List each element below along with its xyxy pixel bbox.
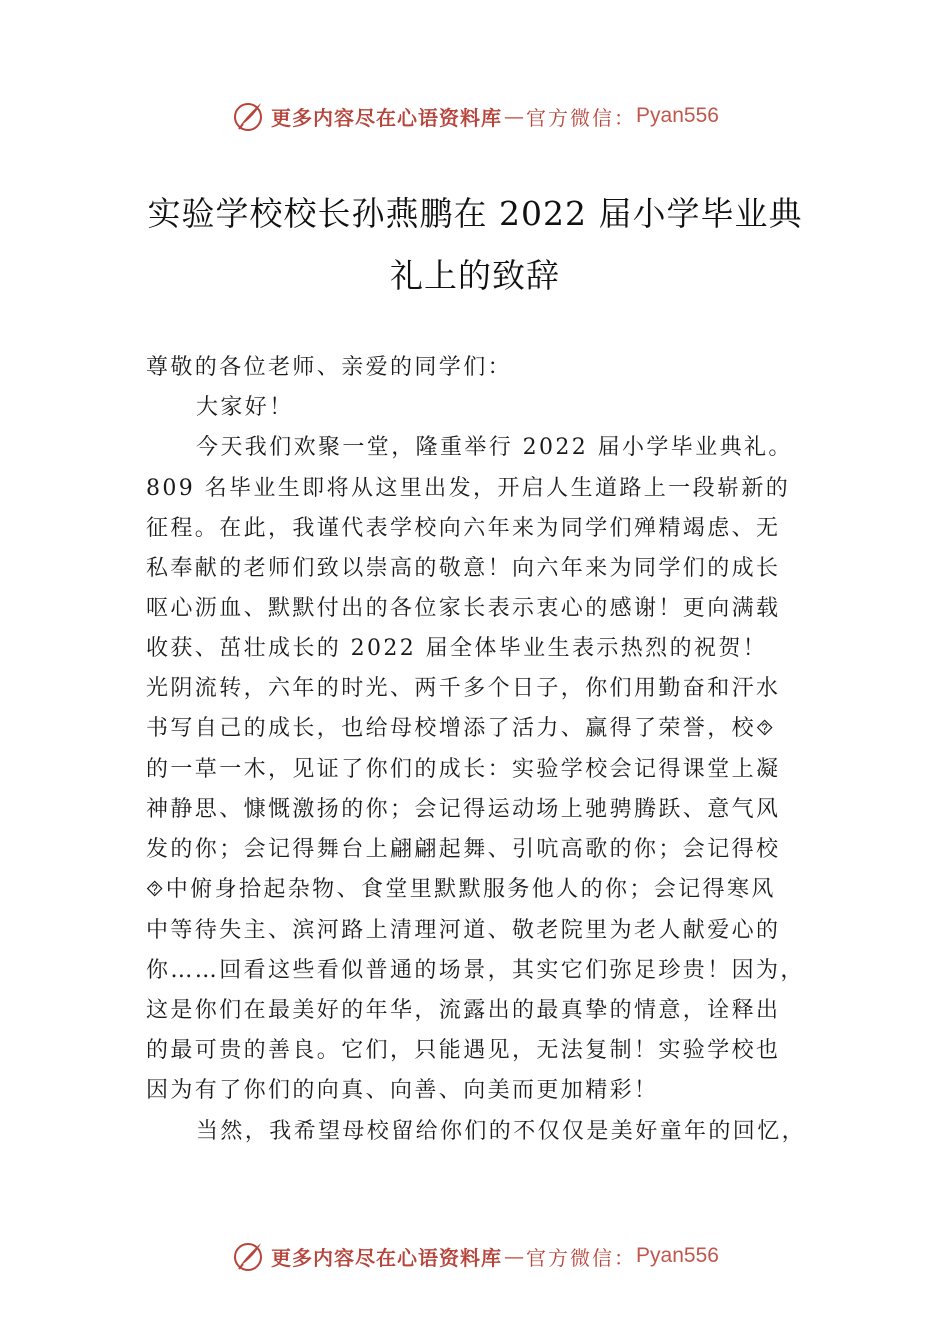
footer-wechat-label: 官方微信：	[526, 1245, 637, 1270]
banner-separator: —	[504, 104, 525, 128]
body-line: 中等待失主、滨河路上清理河道、敬老院里为老人献爱心的	[146, 918, 781, 943]
body-line: 你……回看这些看似普通的场景，其实它们弥足珍贵！因为，	[146, 958, 805, 983]
body-line: 书写自己的成长，也给母校增添了活力、赢得了荣誉，校⯑	[146, 716, 776, 741]
greeting: 大家好！	[196, 395, 294, 420]
body-line: ⯑中俯身拾起杂物、食堂里默默服务他人的你；会记得寒风	[146, 877, 776, 902]
quill-logo-icon	[231, 99, 265, 133]
banner-brand-text: 更多内容尽在心语资料库	[271, 105, 503, 130]
body-line: 当然，我希望母校留给你们的不仅仅是美好童年的回忆，	[196, 1119, 807, 1144]
body-line: 因为有了你们的向真、向善、向美而更加精彩！	[146, 1078, 659, 1103]
footer-wechat-id: Pyan556	[636, 1244, 719, 1267]
banner-wechat-id: Pyan556	[636, 104, 719, 127]
banner-wechat-label: 官方微信：	[526, 105, 637, 130]
quill-logo-icon	[231, 1239, 265, 1273]
header-banner	[0, 96, 950, 136]
body-line: 今天我们欢聚一堂，隆重举行 2022 届小学毕业典礼。	[196, 435, 793, 460]
body-line: 这是你们在最美好的年华，流露出的最真挚的情意，诠释出	[146, 998, 781, 1023]
body-line: 神静思、慷慨激扬的你；会记得运动场上驰骋腾跃、意气风	[146, 797, 781, 822]
body-line: 的一草一木，见证了你们的成长：实验学校会记得课堂上凝	[146, 757, 781, 782]
body-line: 收获、茁壮成长的 2022 届全体毕业生表示热烈的祝贺！	[146, 636, 768, 661]
body-line: 发的你；会记得舞台上翩翩起舞、引吭高歌的你；会记得校	[146, 837, 781, 862]
document-title-line-2: 礼上的致辞	[390, 256, 560, 295]
body-line: 呕心沥血、默默付出的各位家长表示衷心的感谢！更向满载	[146, 596, 781, 621]
footer-brand-text: 更多内容尽在心语资料库	[271, 1245, 503, 1270]
salutation: 尊敬的各位老师、亲爱的同学们：	[146, 355, 513, 380]
body-line: 光阴流转，六年的时光、两千多个日子，你们用勤奋和汗水	[146, 676, 781, 701]
body-line: 的最可贵的善良。它们，只能遇见，无法复制！实验学校也	[146, 1038, 781, 1063]
body-line: 征程。在此，我谨代表学校向六年来为同学们殚精竭虑、无	[146, 516, 781, 541]
footer-banner	[0, 1236, 950, 1276]
body-line: 809 名毕业生即将从这里出发，开启人生道路上一段崭新的	[146, 476, 791, 501]
footer-separator: —	[504, 1244, 525, 1268]
document-title-line-1: 实验学校校长孙燕鹏在 2022 届小学毕业典	[147, 194, 803, 233]
body-line: 私奉献的老师们致以崇高的敬意！向六年来为同学们的成长	[146, 556, 781, 581]
